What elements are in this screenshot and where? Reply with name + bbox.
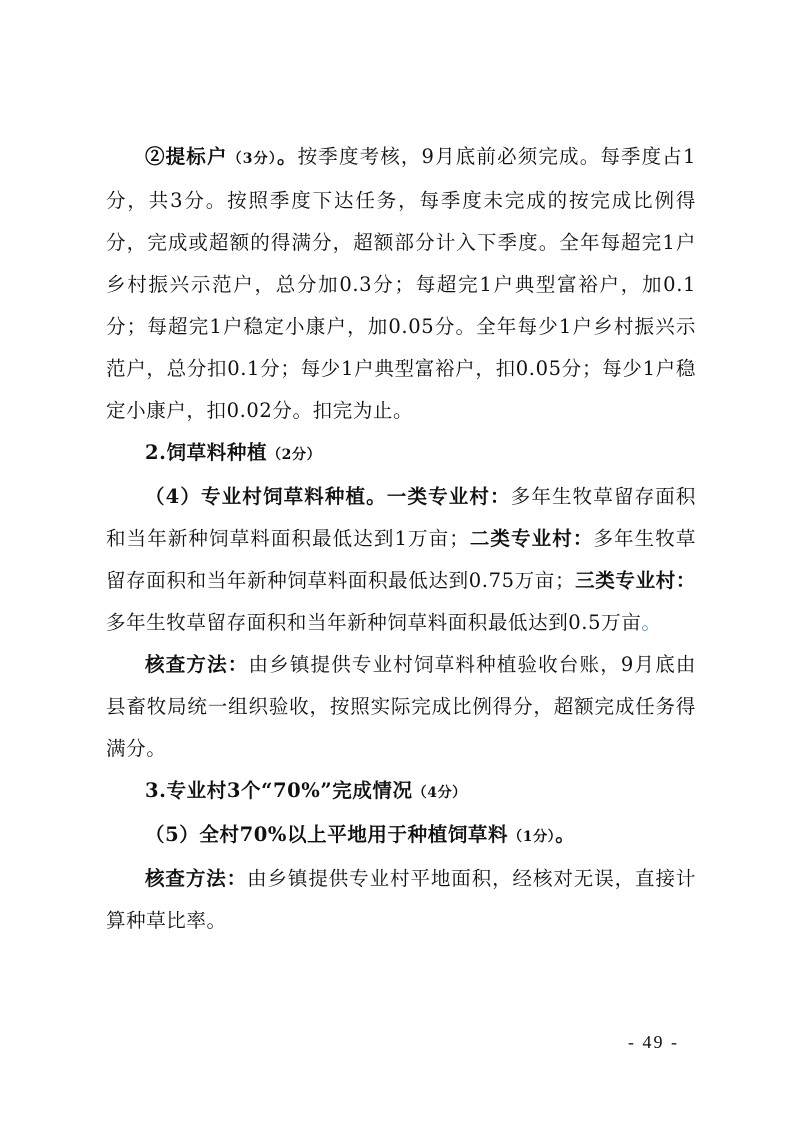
category-label-1: 一类专业村： [386,485,511,508]
check-label: 核查方法： [145,653,249,676]
section-title: 2.饲草料种植 [145,441,268,464]
paragraph-flatland-forage [106,814,696,858]
section-score: （2分） [267,447,322,463]
item-heading: （5）全村70%以上平地用于种植饲草料 [145,823,509,846]
check-text: 由乡镇提供专业村平地面积，经核对无误，直接计算种草比率。 [106,867,696,932]
closing-mark: 。 [641,611,662,634]
category-text-1: 多年生牧草留存面积和当年新种饲草料面积最低达到1万亩； [106,485,696,550]
check-label: 核查方法： [145,867,248,890]
item-heading: ②提标户 [145,145,228,168]
item-score: （3分） [227,151,277,167]
category-text-2: 多年生牧草留存面积和当年新种饲草料面积最低达到0.75万亩； [106,527,696,592]
section-heading-forage [106,432,696,476]
paragraph-check-method-2 [106,858,696,942]
category-label-3: 三类专业村： [575,569,696,592]
check-text: 由乡镇提供专业村饲草料种植验收台账，9月底由县畜牧局统一组织验收，按照实际完成比例得分，超额完成任务得满分。 [106,653,696,760]
section-heading-seventy-percent [106,770,696,814]
section-score: （4分） [412,785,467,801]
category-label-2: 二类专业村： [469,527,594,550]
document-body [106,136,696,942]
paragraph-check-method-1 [106,644,696,770]
item-score: （1分） [508,829,556,845]
paragraph-forage-planting [106,476,696,644]
paragraph-upgrade-households [106,136,696,432]
page-number: - 49 - [628,1032,679,1052]
category-text-3: 多年生牧草留存面积和当年新种饲草料面积最低达到0.5万亩 [106,611,642,634]
section-title: 3.专业村3个“70%”完成情况 [145,779,413,802]
item-heading-end: 。 [276,145,298,168]
item-heading-end: 。 [555,823,576,846]
item-heading: （4）专业村饲草料种植。 [145,485,387,508]
item-body: 按季度考核，9月底前必须完成。每季度占1分，共3分。按照季度下达任务，每季度未完成的按完成比例得分，完成或超额的得满分，超额部分计入下季度。全年每超完1户乡村振兴示范户，总分加0.3分；每超完1户典型富裕户，加0.1分；每超完1户稳定小康户，加0.05分。全年每少1户乡村振兴示范户，总分扣0.1分；每少1户典型富裕户，扣0.05分；每少1户稳定小康户，扣0.02分。扣完为止。 [106,145,696,422]
